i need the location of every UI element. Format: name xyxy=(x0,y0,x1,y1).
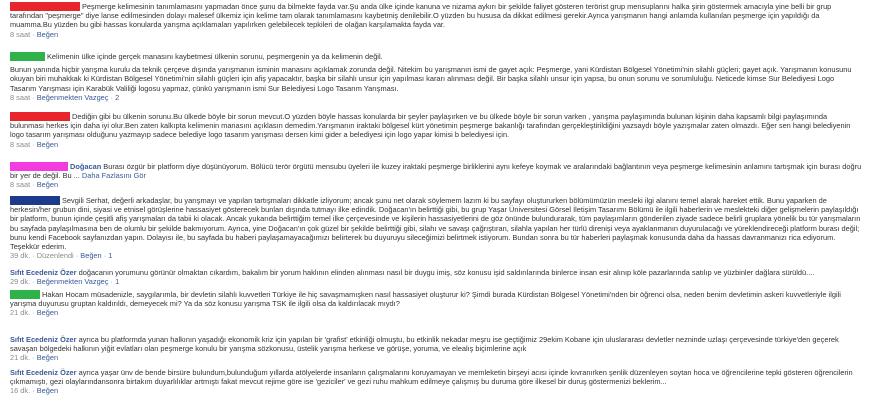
comment-meta xyxy=(10,251,862,260)
comment-text: doğacanın yorumunu görünür olmaktan cıkardım, bakalım bir yorum haklının elinden alınması nasıl bir duygu imiş, söz konusu işid saldırılarında binlerce insan esir alınıp köle pazarlarında satılıp ve yüzbinler dağlara sürüldü.... xyxy=(78,268,815,277)
like-count[interactable]: 1 xyxy=(115,277,120,287)
comment xyxy=(10,112,862,149)
comment xyxy=(10,2,862,39)
comment-body xyxy=(10,196,862,251)
comment xyxy=(10,368,862,396)
meta-separator: · xyxy=(30,92,37,102)
like-button[interactable]: Beğen xyxy=(36,180,59,190)
comment-meta xyxy=(10,180,862,189)
meta-separator: · xyxy=(108,277,116,287)
redacted-author-name xyxy=(10,162,68,171)
comment-timestamp[interactable]: 21 dk. xyxy=(10,353,31,363)
comment-text: Kelimenin ülke içinde gerçek manasını kaybetmesi ülkenin sorunu, peşmergenin ya da kelimenin değil. xyxy=(47,52,383,61)
comment-timestamp[interactable]: 8 saat xyxy=(10,92,31,102)
comment-body xyxy=(10,290,862,308)
redacted-author-name xyxy=(10,290,40,299)
like-button[interactable]: Beğen xyxy=(36,386,59,396)
comment-body xyxy=(10,162,862,180)
comment-text: Burası özgür bir platform diye düşünüyorum. Bölücü terör örgütü mensubu üyeleri ile kuzey iraktaki peşmerge birliklerini aynı kefeye koymak ve aralarındaki bağlantının veya peşmerge kelimesinin anlamını tartışmak için burası doğru bir yer de değil. Bu ... xyxy=(10,162,862,181)
like-count[interactable]: 2 xyxy=(115,92,120,102)
meta-separator: · xyxy=(30,251,37,261)
comment-body xyxy=(10,52,862,61)
comment-timestamp[interactable]: 29 dk. xyxy=(10,277,31,287)
see-more-link[interactable]: Daha Fazlasını Gör xyxy=(81,171,146,181)
meta-separator: · xyxy=(30,353,37,363)
like-button[interactable]: Beğen xyxy=(36,308,59,318)
comment-timestamp[interactable]: 8 saat xyxy=(10,29,31,39)
meta-separator: · xyxy=(30,139,37,149)
comment-meta xyxy=(10,30,862,39)
meta-separator: · xyxy=(30,29,37,39)
like-button[interactable]: Beğen xyxy=(36,139,59,149)
comment-author[interactable]: Sıfıt Ecedeniz Özer xyxy=(10,335,77,344)
comment-meta xyxy=(10,308,862,317)
comment-meta xyxy=(10,93,862,102)
comment xyxy=(10,162,862,190)
comment-timestamp[interactable]: 8 saat xyxy=(10,180,31,190)
redacted-author-name xyxy=(10,112,70,121)
redacted-author-name xyxy=(10,196,60,205)
comment-meta xyxy=(10,140,862,149)
comment-body xyxy=(10,335,862,353)
comment-timestamp[interactable]: 39 dk. xyxy=(10,251,31,261)
comment xyxy=(10,52,862,102)
meta-separator: · xyxy=(30,180,37,190)
meta-separator: · xyxy=(108,92,116,102)
meta-separator: · xyxy=(73,251,81,261)
comment-body xyxy=(10,268,862,277)
meta-separator: · xyxy=(30,277,37,287)
comment xyxy=(10,335,862,363)
comment-body xyxy=(10,2,862,30)
comment xyxy=(10,268,862,286)
comment-text: Hakan Hocam müsadenizle, saygılarımla, bir devletin silahlı kuvvetleri Türkiye ile hiç savaşmamışken nasıl hassasiyet oluşturur ki? Şimdi burada Kürdistan Bölgesel Yönetimi'nden bir öğrenci olsa, neden benim devletimin askeri kuvvetleriyle ilgili yarışma duyurusu gruptan kaldırıldı, demeyecek mi? Ya da söz konusu yarışma TSK ile ilgili olsa da kaldırılacak mıydı? xyxy=(10,290,841,309)
like-button[interactable]: Beğen xyxy=(36,29,59,39)
comment xyxy=(10,196,862,260)
comment xyxy=(10,290,862,318)
redacted-author-name xyxy=(10,2,80,11)
redacted-author-name xyxy=(10,52,45,61)
comment-timestamp[interactable]: 21 dk. xyxy=(10,308,31,318)
comment-text: ayrıca bu platformda yunan halkının yaşadığı ekonomik kriz için yapılan bir 'grafist' etkinliği olmuştu, bu etkinlik nekadar meşru ise geçtiğimiz 29ekim Kobane için uluslararası devletler nezninde uzlaşı çerçevesinde türkiye'den geçerek savaşan bölgedeki halkının yiğit evlatları olan peşmerge konulu bir yarışma sözkonusu, üstelik yarışma herkese ve görüşe, yoruma, ve elealış biçimlerine açık xyxy=(10,335,839,354)
comment-body xyxy=(10,368,862,386)
like-button[interactable]: Beğen xyxy=(36,353,59,363)
edited-label: Düzenlendi xyxy=(36,251,74,261)
like-button[interactable]: Beğenmekten Vazgeç xyxy=(36,277,109,287)
like-count[interactable]: 1 xyxy=(108,251,113,261)
comment-timestamp[interactable]: 8 saat xyxy=(10,139,31,149)
comment-text: ayrıca yaşar ünv de bende birsüre bulundum,bulunduğum yıllarda atölyelerde insanların çalışmalarını koruyamayan ve memleketin birşeyi acısı içinde kıvranırken şenlik düzenleyen soytan hoca ve öğrencilerine tepki gösteren öğrencilerin çıkmamıştı, gezi olaylarındansonra birtakım duyarlılıklar artmıştı fakat mevcut rejime göre ise 'geziciler' ve gezi ruhu mahkum edilmeye çalışmış bu duruma göre ilkesel bir duruş göstermenizi beklerim... xyxy=(10,368,853,387)
meta-separator: · xyxy=(101,251,109,261)
comment-meta xyxy=(10,386,862,395)
like-button[interactable]: Beğenmekten Vazgeç xyxy=(36,92,109,102)
comment-meta xyxy=(10,353,862,362)
comment-author[interactable]: Doğacan xyxy=(70,162,102,171)
comment-meta xyxy=(10,277,862,286)
comment-text: Sevgili Serhat, değerli arkadaşlar, bu yarışmayı ve yapılan tartışmaları dikkatle izliyorum; ancak şunu net olarak söylemem lazım ki bu sayfayı oluştururken bölümümüzün mesleki ilgi alanını temel alarak hareket ettik. Bunu yaparken de herkesin/her grubun dini, siyasi ve etnisel görüşlerine hassasiyet gösterecek bunları dışında tutmayı ilke edindik. Doğacan'ın belirttiği gibi, bu grup Yaşar Üniversitesi Görsel İletişim Tasarımı Bölümü ile ilgili haberlerin ve meslekteki diğer gelişmelerin paylaşıldığı bir platform, bunun içinde çeşitli afiş yarışmaları da tabii ki olacak. Ancak yukarıda belirttiğim temel ilke çerçevesinde ve kişilerin hassasiyetlerini de göz önünde bulundurarak, tüm paylaşımların gönderilen ziyade sadece belirli gruplara yönelik bu tür yarışmaların bu sayfada paylaşılmasına ben de olumlu bir şekilde bakmıyorum. Ayrıca, yine Doğacan'ın çok güzel bir şekilde belirttiği gibi, silahı ve savaşı çağrıştıran, silahla yapılan her türlü direnişi veya ayaklanmanın duyurulacağı ve yüreklendireceği platform burası değil; bunu kendi Facebook sayfanızdan yapın. Dolayısı ile, bu sayfada bu haberi paylaşamayacağımızı belirterek bu duyuruyu sileceğimizi belirtmek istiyorum. Bundan sonra bu tür haberleri paylaşmak konusunda daha da hassas davranmanızı rica ediyorum. Teşekkür ederim. xyxy=(10,196,861,252)
comment-author[interactable]: Sıfıt Ecedeniz Özer xyxy=(10,268,77,277)
comment-author[interactable]: Sıfıt Ecedeniz Özer xyxy=(10,368,77,377)
comment-body xyxy=(10,112,862,140)
comment-text-continued: Bunun yanında hiçbir yarışma kurulu da teknik çerçeve dışında yarışmanın isminin manasını açıklamak zorunda değil. Nitekim bu yarışmanın ismi de gayet açık: Peşmerge, yani Kürdistan Bölgesel Yönetimi'nin silahlı güçleri; gayet açık. Yarışmanın konusunu okuyan biri muhakkak ki Kürdistan Bölgesel Yönetimi'nin silahlı güçleri için afiş yapacaktır, başka bir silahlı unsur için yapılması kararı alınması değil. Bir başka silahlı unsur için yapsa, bu onun sorunu ve sorumluluğu. Neticede kimse Sur Belediyesi Logo Tasarım Yarışması için Karabük Valiliği logosu yapmaz, çünkü yarışmanın ismi Sur Belediyesi Logo Tasarım Yarışması. xyxy=(10,65,852,93)
meta-separator: · xyxy=(30,308,37,318)
like-button[interactable]: Beğen xyxy=(80,251,102,261)
meta-separator: · xyxy=(30,386,37,396)
comment-text: Dediğin gibi bu ülkenin sorunu.Bu ülkede böyle bir sorun mevcut.O yüzden böyle hassas konularda bir şeyler paylaşırken ve bu ülkede böyle bir sorun varken , yarışma paylaşımında bulunan kişinin daha kapsamlı bilgi paylaşımında bulunması herkes için daha iyi olur.Ben zaten kalkıpta kelimenin manasını açıklasın demedim.Yarışmanın iraktaki bölgesel kürt yönetimin peşmerge bakanlığı tarafından gerçekleştirildiğini yazsaydı böyle yazışmalar zaten olmazdı. Eğer sen hangi belediyenin logo tasarım yarışması olduğunu yazmayıp sadece belediye logo tasarım yarışması dersen kimi gider a belediyesi için logo yapar kimisi b belediyesi için. xyxy=(10,112,851,140)
comment-text: Peşmerge kelimesinin tanımlamasını yapmadan önce şunu da bilmekte fayda var.Şu anda ülke içinde kanuna ve nizama aykırı bir şekilde faliyet gösteren terörist grup mensuplarını halka şirin göstermek amacıyla yine belli bir grup tarafından "peşmerge" diye lanse edilmesinden dolayı malesef ülkemiz için kelime tam olarak tanımlamasını kaybetmiş denilebilir.O yüzden bu hususa da dikkat edilmesi gerekir.Ayrıca yarışmanın hangi anlamda kullanılan peşmerge için yapıldığı da muamma.Bu yüzden bu gibi hassas konularda yarışma açıklamaları yapılırken gelebilecek tepkileri de olağan karşılamakta fayda var. xyxy=(10,2,832,30)
comment-timestamp[interactable]: 16 dk. xyxy=(10,386,31,396)
